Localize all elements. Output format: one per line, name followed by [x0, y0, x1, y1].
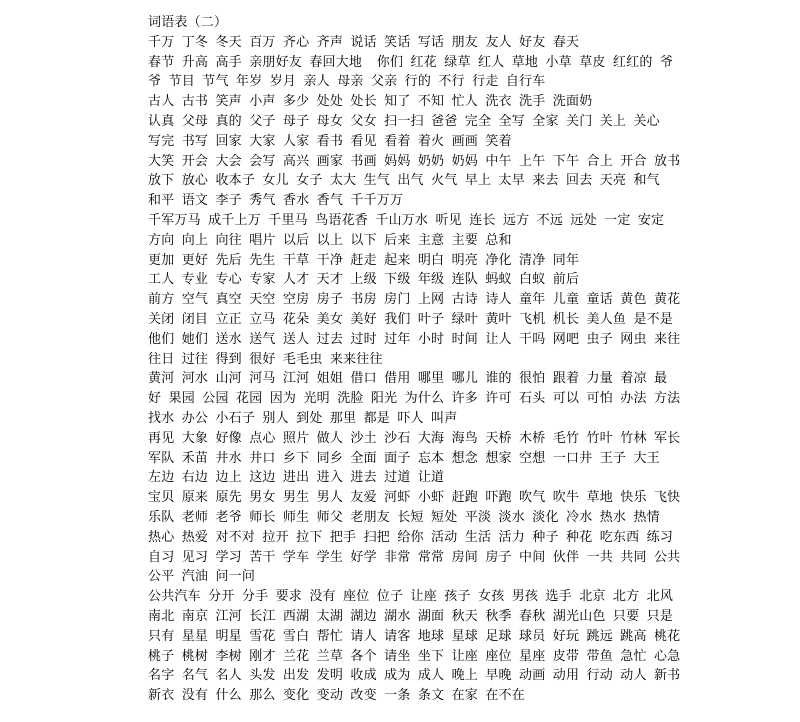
word-line: 公共汽车 分开 分手 要求 没有 座位 位子 让座 孩子 女孩 男孩 选手 北京 北方 北风 [148, 589, 674, 605]
word-line: 关闭 闭目 立正 立马 花朵 美女 美好 我们 叶子 绿叶 黄叶 飞机 机长 美人鱼 是不是 [148, 311, 674, 327]
word-line: 只有 星星 明星 雪花 雪白 帮忙 请人 请客 地球 星球 足球 球员 好玩 跳远 跳高 桃花 [148, 628, 681, 644]
word-lines [148, 33, 688, 706]
word-line: 前方 空气 真空 天空 空房 房子 书房 房门 上网 古诗 诗人 童年 儿童 童话 黄色 黄花 [148, 292, 681, 308]
word-line: 工人 专业 专心 专家 人才 天才 上级 下级 年级 连队 蚂蚁 白蚁 前后 [148, 272, 580, 288]
word-line: 找水 办公 小石子 别人 到处 那里 都是 吓人 叫声 [148, 410, 458, 426]
word-line: 新衣 没有 什么 那么 变化 变动 改变 一条 条文 在家 在不在 [148, 688, 525, 704]
word-line: 千万 丁冬 冬天 百万 齐心 齐声 说话 笑话 写话 朋友 友人 好友 春天 [148, 34, 580, 50]
word-line: 往日 过往 得到 很好 毛毛虫 来来往往 [148, 351, 383, 367]
word-list-content [148, 13, 688, 706]
word-line: 春节 升高 高手 亲朋好友 春回大地 你们 红花 绿草 红人 草地 小草 草皮 红红的 爷 [148, 54, 674, 70]
word-line: 乐队 老师 老爷 师长 师生 师父 老朋友 长短 短处 平淡 淡水 淡化 冷水 热水 热情 [148, 509, 660, 525]
word-line: 桃子 桃树 李树 刚才 兰花 兰草 各个 请坐 坐下 让座 座位 星座 皮带 带鱼 急忙 心急 [148, 648, 681, 664]
word-line: 他们 她们 送水 送气 送人 过去 过时 过年 小时 时间 让人 干吗 网吧 虫子 网虫 来往 [148, 331, 681, 347]
word-line: 大笑 开会 大会 会写 高兴 画家 书画 妈妈 奶奶 奶妈 中午 上午 下午 合上 开合 放书 [148, 153, 681, 169]
word-line: 认真 父母 真的 父子 母子 母女 父女 扫一扫 爸爸 完全 全写 全家 关门 关上 关心 [148, 113, 660, 129]
word-line: 南北 南京 江河 长江 西湖 太湖 湖边 湖水 湖面 秋天 秋季 春秋 湖光山色 只要 只是 [148, 608, 674, 624]
word-line: 方向 向上 向往 唱片 以后 以上 以下 后来 主意 主要 总和 [148, 232, 512, 248]
word-line: 和平 语文 李子 秀气 香水 香气 千千万万 [148, 193, 404, 209]
word-line: 宝贝 原来 原先 男女 男生 男人 友爱 河虾 小虾 赶跑 吓跑 吹气 吹牛 草地 快乐 飞快 [148, 490, 681, 506]
word-line: 再见 大象 好像 点心 照片 做人 沙土 沙石 大海 海鸟 天桥 木桥 毛竹 竹叶 竹林 军长 [148, 430, 681, 446]
word-line: 更加 更好 先后 先生 干草 干净 赶走 起来 明白 明亮 净化 清净 同年 [148, 252, 580, 268]
word-line: 自习 见习 学习 苦干 学车 学生 好学 非常 常常 房间 房子 中间 伙伴 一共 共同 公共 [148, 549, 681, 565]
word-line: 好 果园 公园 花园 因为 光明 洗脸 阳光 为什么 许多 许可 石头 可以 可怕 办法 方法 [148, 391, 681, 407]
word-line: 公平 汽油 问一问 [148, 569, 256, 585]
word-line: 军队 禾苗 井水 井口 乡下 同乡 全面 面子 忘本 想念 想家 空想 一口井 王子 大王 [148, 450, 660, 466]
word-line: 古人 古书 笑声 小声 多少 处处 处长 知了 不知 忙人 洗衣 洗手 洗面奶 [148, 94, 593, 110]
word-line: 放下 放心 收本子 女儿 女子 太大 生气 出气 火气 早上 太早 来去 回去 天亮 和气 [148, 173, 660, 189]
word-line: 爷 节目 节气 年岁 岁月 亲人 母亲 父亲 行的 不行 行走 自行车 [148, 74, 546, 90]
word-line: 黄河 河水 山河 河马 江河 姐姐 借口 借用 哪里 哪儿 谁的 很怕 跟着 力量 着凉 最 [148, 371, 668, 387]
word-line: 名字 名气 名人 头发 出发 发明 收成 成为 成人 晚上 早晚 动画 动用 行动 动人 新书 [148, 668, 681, 684]
word-line: 左边 右边 边上 这边 进出 进入 进去 过道 让道 [148, 470, 445, 486]
word-line: 热心 热爱 对不对 拉开 拉下 把手 扫把 给你 活动 生活 活力 种子 种花 吃东西 练习 [148, 529, 674, 545]
word-line: 千军万马 成千上万 千里马 鸟语花香 千山万水 听见 连长 远方 不远 远处 一定 安定 [148, 212, 665, 228]
page-title: 词语表（二） [148, 15, 228, 30]
word-line: 写完 书写 回家 大家 人家 看书 看见 看着 着火 画画 笑着 [148, 133, 512, 149]
